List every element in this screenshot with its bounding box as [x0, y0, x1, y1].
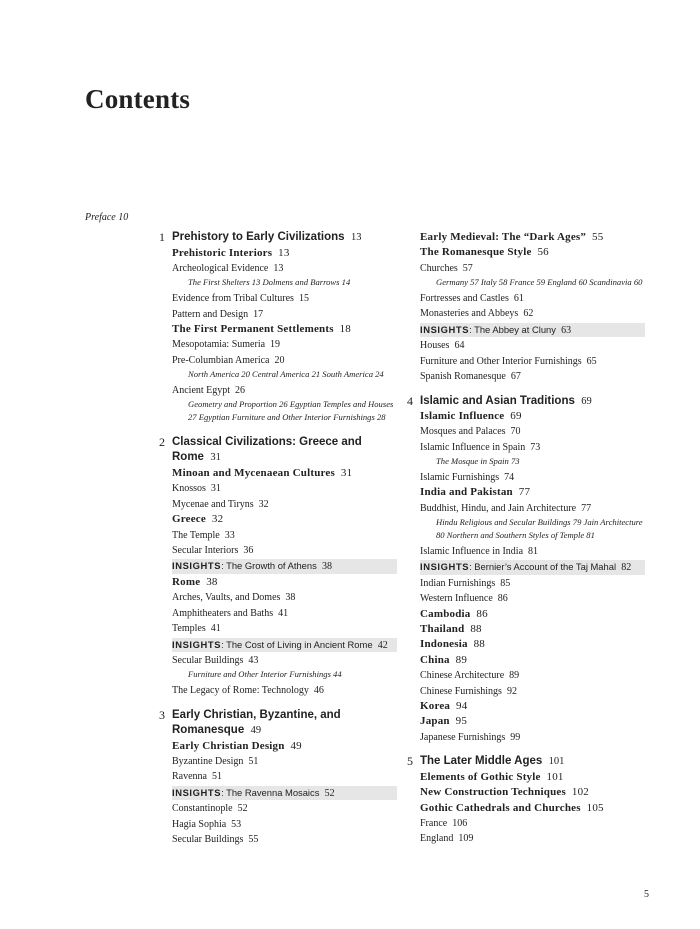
- preface-entry: Preface 10: [85, 212, 129, 223]
- toc-section: [420, 770, 645, 785]
- toc-topic: [172, 653, 397, 668]
- entry-page: 46: [313, 685, 324, 697]
- toc-chapter: [159, 434, 397, 466]
- toc-topic: [420, 730, 645, 745]
- entry-title: Western Influence: [420, 593, 493, 605]
- toc-chapter: [159, 230, 397, 246]
- entry-page: 89: [509, 670, 520, 682]
- toc-insight: [172, 559, 397, 574]
- entry-title: England: [420, 833, 454, 845]
- toc-section: [420, 699, 645, 714]
- toc-subtopics: [172, 398, 397, 426]
- entry-title: Rome: [172, 575, 201, 588]
- toc-chapter: [407, 754, 645, 770]
- entry-title: Buddhist, Hindu, and Jain Architecture: [420, 502, 577, 514]
- entry-title: Mesopotamia: Sumeria: [172, 339, 266, 351]
- toc-column-right: [407, 230, 645, 847]
- entry-page: 18: [339, 322, 352, 335]
- insight-label: INSIGHTS: [420, 323, 470, 335]
- entry-title: Pre-Columbian America: [172, 354, 270, 366]
- entry-page: 55: [592, 231, 604, 243]
- entry-title: Islamic Influence in Spain: [420, 441, 526, 453]
- entry-page: 51: [212, 771, 222, 783]
- entry-page: 38: [285, 592, 296, 604]
- entry-page: 31: [210, 452, 221, 464]
- entry-page: 41: [278, 607, 289, 619]
- entry-title: New Construction Techniques: [420, 786, 566, 799]
- toc-subtopics: [172, 668, 397, 683]
- entry-page: 32: [211, 513, 224, 526]
- entry-title: Knossos: [172, 483, 206, 495]
- entry-page: 53: [231, 818, 242, 830]
- entry-title: The Legacy of Rome: Technology: [172, 685, 309, 697]
- entry-page: 82: [621, 562, 632, 574]
- page-title: Contents: [85, 84, 191, 114]
- entry-title: Prehistoric Interiors: [172, 246, 273, 259]
- entry-title: Minoan and Mycenaean Cultures: [172, 466, 335, 479]
- entry-page: 36: [243, 544, 254, 556]
- entry-title: India and Pakistan: [420, 486, 513, 499]
- entry-page: 92: [506, 685, 517, 697]
- toc-subtopics: [172, 276, 397, 291]
- toc-topic: [172, 497, 397, 512]
- toc-topic: [172, 337, 397, 352]
- toc-section: [420, 801, 645, 816]
- entry-title: Spanish Romanesque: [420, 371, 506, 383]
- entry-title: Mosques and Palaces: [420, 426, 506, 438]
- entry-page: 43: [248, 655, 259, 666]
- entry-page: 101: [548, 756, 565, 768]
- toc-section: [420, 622, 645, 637]
- entry-page: 33: [224, 529, 235, 541]
- entry-title: Early Christian Design: [172, 739, 285, 752]
- toc-topic: [420, 470, 645, 485]
- entry-title: Amphitheaters and Baths: [172, 607, 274, 619]
- entry-title: Pattern and Design: [172, 308, 249, 320]
- entry-title: Thailand: [420, 623, 465, 635]
- toc-topic: [420, 440, 645, 455]
- entry-title: Ravenna: [172, 771, 207, 783]
- entry-title: Arches, Vaults, and Domes: [172, 592, 281, 604]
- entry-page: 73: [530, 441, 541, 453]
- entry-title: Ancient Egypt: [172, 384, 231, 396]
- entry-title: China: [420, 653, 450, 666]
- entry-page: 67: [510, 371, 521, 383]
- toc-topic: [172, 261, 397, 276]
- entry-title: Greece: [172, 513, 206, 526]
- entry-page: 52: [237, 803, 248, 815]
- entry-page: 106: [452, 817, 468, 829]
- toc-topic: [420, 424, 645, 439]
- toc-topic: [420, 369, 645, 384]
- entry-page: 42: [377, 639, 388, 651]
- entry-title: Furniture and Other Interior Furnishings: [420, 355, 582, 367]
- toc-topic: [172, 291, 397, 306]
- entry-page: 17: [253, 308, 264, 320]
- entry-title: Korea: [420, 700, 451, 713]
- entry-title: Evidence from Tribal Cultures: [172, 293, 294, 305]
- toc-topic: [172, 307, 397, 322]
- toc-section: [172, 246, 397, 261]
- chapter-title: Prehistory to Early Civilizations: [172, 231, 345, 243]
- entry-title: Secular Interiors: [172, 544, 239, 556]
- insight-label: INSIGHTS: [172, 786, 222, 798]
- entry-title: Archeological Evidence: [172, 262, 269, 274]
- chapter-title: Early Christian, Byzantine, and Romanesque: [172, 708, 341, 737]
- entry-title: Temples: [172, 623, 206, 635]
- toc-insight: [420, 560, 645, 575]
- toc-topic: [172, 769, 397, 784]
- chapter-number: 1: [159, 230, 165, 244]
- toc-topic: [172, 353, 397, 368]
- entry-page: 64: [454, 340, 465, 352]
- toc-subtopics: [420, 276, 645, 291]
- toc-section: [420, 785, 645, 800]
- toc-topic: [172, 481, 397, 496]
- entry-title: France: [420, 817, 448, 829]
- entry-page: 26: [235, 384, 246, 396]
- toc-section: [172, 739, 397, 754]
- toc-topic: [420, 291, 645, 306]
- toc-column-left: [159, 230, 397, 848]
- entry-title: The Romanesque Style: [420, 246, 532, 259]
- entry-title: Early Medieval: The “Dark Ages”: [420, 231, 587, 243]
- chapter-title: The Later Middle Ages: [420, 755, 543, 768]
- entry-page: 38: [206, 575, 218, 588]
- toc-topic: [420, 668, 645, 683]
- toc-section: [172, 575, 397, 590]
- entry-title: Secular Buildings: [172, 655, 244, 666]
- entry-page: 15: [298, 293, 309, 305]
- entry-title: Cambodia: [420, 607, 471, 620]
- toc-subtopics: [420, 455, 645, 470]
- entry-page: 86: [497, 593, 508, 605]
- toc-topic: [172, 683, 397, 698]
- entry-page: 70: [510, 426, 521, 438]
- entry-title: Fortresses and Castles: [420, 293, 509, 305]
- entry-page: 85: [500, 577, 511, 589]
- entry-title: Islamic Influence in India: [420, 545, 524, 557]
- entry-title: Islamic Furnishings: [420, 472, 500, 484]
- entry-page: 52: [324, 787, 335, 799]
- entry-page: 77: [581, 502, 592, 514]
- toc-topic: [172, 606, 397, 621]
- entry-title: The First Permanent Settlements: [172, 322, 334, 335]
- toc-topic: [420, 684, 645, 699]
- entry-title: Chinese Furnishings: [420, 685, 502, 697]
- toc-topic: [420, 261, 645, 276]
- chapter-number: 5: [407, 754, 413, 769]
- chapter-number: 4: [407, 393, 413, 408]
- toc-insight: [172, 638, 397, 653]
- entry-page: 99: [510, 731, 521, 743]
- toc-chapter: [407, 393, 645, 410]
- entry-title: Mycenae and Tiryns: [172, 498, 254, 510]
- toc-topic: [420, 591, 645, 606]
- toc-topic: [420, 306, 645, 321]
- toc-chapter: [159, 707, 397, 739]
- entry-title: Elements of Gothic Style: [420, 770, 541, 783]
- entry-page: 109: [458, 833, 474, 845]
- entry-page: 49: [250, 725, 262, 737]
- page-number: 5: [644, 889, 649, 900]
- entry-page: 88: [473, 638, 485, 651]
- entry-page: 102: [571, 786, 589, 799]
- chapter-number: 3: [159, 707, 165, 722]
- toc-topic: [172, 754, 397, 769]
- entry-page: 94: [456, 700, 468, 713]
- entry-page: 31: [210, 483, 221, 495]
- entry-page: 69: [510, 410, 522, 423]
- entry-page: 13: [278, 246, 290, 259]
- entry-title: Houses: [420, 340, 450, 352]
- entry-page: 13: [273, 262, 284, 274]
- toc-section: [420, 637, 645, 652]
- entry-page: 77: [518, 486, 531, 499]
- entry-page: 86: [476, 607, 488, 620]
- entry-page: 69: [581, 395, 592, 407]
- entry-title: Monasteries and Abbeys: [420, 308, 519, 320]
- chapter-title: Classical Civilizations: Greece and Rome: [172, 435, 362, 464]
- toc-topic: [172, 528, 397, 543]
- entry-page: 49: [290, 739, 302, 752]
- toc-section: [172, 512, 397, 527]
- toc-topic: [172, 543, 397, 558]
- toc-topic: [172, 801, 397, 816]
- entry-title: Secular Buildings: [172, 834, 244, 846]
- subtopic-text: The First Shelters 13 Dolmens and Barrows 14: [188, 277, 351, 288]
- toc-insight: [420, 323, 645, 338]
- subtopic-text: Geometry and Proportion 26 Egyptian Temples and Houses 27 Egyptian Furniture and Other Interior Furnishings 28: [188, 399, 394, 423]
- insight-label: INSIGHTS: [172, 638, 222, 650]
- entry-page: 56: [537, 246, 549, 259]
- toc-topic: [172, 383, 397, 398]
- chapter-title: Islamic and Asian Traditions: [420, 394, 575, 407]
- entry-title: Constantinople: [172, 803, 233, 815]
- subtopic-text: Furniture and Other Interior Furnishings 44: [188, 669, 342, 680]
- entry-page: 55: [248, 834, 259, 846]
- entry-page: 31: [340, 466, 353, 479]
- toc-topic: [420, 576, 645, 591]
- toc-section: [420, 653, 645, 668]
- insight-title: : The Cost of Living in Ancient Rome: [221, 638, 373, 650]
- entry-page: 89: [455, 653, 468, 666]
- entry-page: 105: [586, 801, 604, 814]
- toc-section: [172, 322, 397, 337]
- chapter-number: 2: [159, 434, 165, 449]
- toc-topic: [420, 544, 645, 559]
- entry-page: 51: [248, 756, 259, 768]
- entry-title: The Temple: [172, 529, 220, 541]
- toc-insight: [172, 786, 397, 801]
- toc-subtopics: [172, 368, 397, 383]
- entry-title: Indonesia: [420, 638, 468, 651]
- entry-title: Japanese Furnishings: [420, 731, 506, 743]
- toc-section: [420, 409, 645, 424]
- entry-page: 81: [528, 545, 539, 557]
- entry-page: 19: [270, 339, 281, 351]
- entry-title: Indian Furnishings: [420, 577, 496, 589]
- entry-page: 57: [462, 262, 473, 274]
- entry-page: 74: [504, 472, 515, 484]
- toc-section: [172, 466, 397, 481]
- subtopic-text: Hindu Religious and Secular Buildings 79 Jain Architecture 80 Northern and Southern Styles of Temple 81: [436, 517, 643, 541]
- insight-title: : The Abbey at Cluny: [469, 323, 556, 335]
- entry-title: Chinese Architecture: [420, 670, 505, 682]
- toc-topic: [172, 621, 397, 636]
- entry-title: Churches: [420, 262, 458, 274]
- toc-section: [420, 230, 645, 245]
- toc-topic: [420, 354, 645, 369]
- toc-section: [420, 714, 645, 729]
- toc-topic: [172, 832, 397, 847]
- entry-page: 20: [274, 354, 285, 366]
- insight-title: : Bernier’s Account of the Taj Mahal: [469, 561, 617, 573]
- entry-page: 13: [350, 232, 362, 243]
- toc-section: [420, 245, 645, 260]
- subtopic-text: Germany 57 Italy 58 France 59 England 60 Scandinavia 60: [436, 277, 643, 288]
- toc-topic: [420, 816, 645, 831]
- toc-topic: [420, 831, 645, 846]
- toc-topic: [172, 817, 397, 832]
- toc-section: [420, 485, 645, 500]
- entry-page: 38: [322, 561, 333, 573]
- entry-page: 63: [561, 324, 572, 336]
- entry-page: 95: [455, 715, 468, 728]
- entry-page: 65: [586, 355, 597, 367]
- entry-title: Japan: [420, 715, 450, 728]
- entry-title: Hagia Sophia: [172, 818, 227, 830]
- toc-section: [420, 607, 645, 622]
- insight-label: INSIGHTS: [172, 560, 222, 572]
- entry-page: 101: [546, 770, 564, 783]
- toc-topic: [420, 338, 645, 353]
- entry-page: 61: [513, 293, 524, 305]
- entry-page: 41: [210, 623, 221, 635]
- entry-title: Gothic Cathedrals and Churches: [420, 801, 581, 814]
- entry-title: Islamic Influence: [420, 410, 505, 423]
- entry-page: 32: [258, 498, 269, 510]
- insight-label: INSIGHTS: [420, 561, 470, 573]
- toc-subtopics: [420, 516, 645, 544]
- subtopic-text: The Mosque in Spain 73: [436, 456, 520, 467]
- entry-page: 88: [470, 623, 482, 635]
- entry-page: 62: [523, 308, 534, 320]
- insight-title: : The Ravenna Mosaics: [221, 786, 320, 798]
- insight-title: : The Growth of Athens: [221, 560, 317, 572]
- entry-title: Byzantine Design: [172, 756, 244, 768]
- subtopic-text: North America 20 Central America 21 South America 24: [188, 369, 384, 380]
- toc-topic: [172, 590, 397, 605]
- toc-topic: [420, 501, 645, 516]
